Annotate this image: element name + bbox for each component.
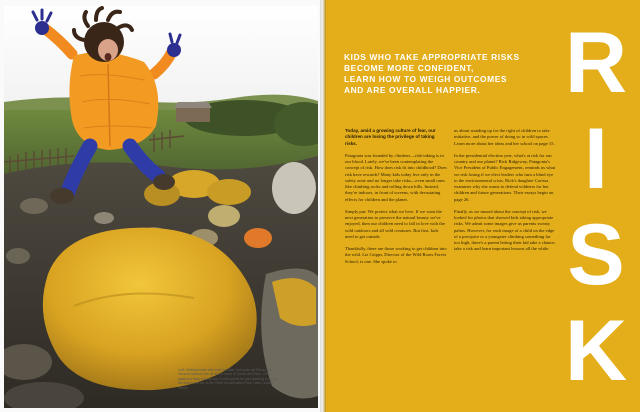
body-paragraph: Thankfully, there are those working to get children into the wild. Liz Gripps, Director of the Wild Roots Forest School, is one. She spoke to — [345, 246, 447, 264]
body-paragraph: us about standing up for the right of children to take initiative, and the power of doing so in wild spaces. Learn more about her ideas and her school on page 15. — [454, 128, 555, 146]
body-column-2 — [454, 128, 556, 259]
headline-line: KIDS WHO TAKE APPROPRIATE RISKS — [344, 52, 520, 62]
big-word-risk — [554, 15, 638, 402]
big-letter: R — [564, 15, 628, 111]
body-column-1 — [345, 128, 447, 271]
photo-child-jumping-over-rocks — [4, 6, 318, 408]
big-letter: K — [564, 303, 628, 399]
body-paragraph: Patagonia was founded by climbers—risk-taking is in our blood. Lately, we've been contemplating the concept of risk. How does risk fit into childhood? Does risk have rewards? Many kids today live only in the safety zone and no longer take risks—even small ones like climbing rocks and rolling down hills. Instead, they're indoors, in front of screens, with devastating effects for children and the planet. — [345, 152, 447, 202]
big-letter: I — [584, 111, 608, 207]
headline — [344, 52, 574, 96]
headline-line: LEARN HOW TO WEIGH OUTCOMES — [344, 74, 508, 84]
big-letter: S — [567, 207, 625, 303]
body-paragraph: In the presidential election year, what's at risk for our country and our planet? Rick Ridgeway, Patagonia's Vice President of Public Engagement, reminds us what we risk losing if we elect leaders who turn a blind eye to the environmental crisis. Rick's daughter Carissa examines why she wants to defend wildness for her children and future generations. Their essays begin on page 26. — [454, 152, 556, 202]
right-page — [326, 0, 640, 412]
lead-paragraph: Today, amid a growing culture of fear, our children are losing the privilege of taking risks. — [345, 128, 436, 146]
photo-caption: Left: Getting bolder with each boulder, four-year-old Renzo San Gerardo takes to the air at his home in Torres del Paine, Chile, against a hazy, moody sky. It's fitting that he was learning to fly on the island, not far, in the Chile Conservation Park, Utah. (Adobe Stock) — [178, 368, 277, 390]
shed — [176, 108, 210, 122]
body-paragraph: Finally, as we mused about the concept of risk, we looked for photos that showed kids taking appropriate risks. We admit some images give us parents sweaty palms. However, for each image of a child on the edge of a precipice or a youngster climbing something far too high, there's a parent letting their kid take a chance, take a risk and learn important lessons all the while. — [454, 208, 556, 252]
headline-line: BECOME MORE CONFIDENT, — [344, 63, 474, 73]
body-paragraph: Simply put: We protect what we love. If we want the next generation to preserve the natural beauty we've enjoyed, then our children need to fall in love with the wild outdoors and all wild creatures. But first, kids need to get outside. — [345, 208, 445, 239]
headline-line: AND ARE OVERALL HAPPIER. — [344, 85, 481, 95]
